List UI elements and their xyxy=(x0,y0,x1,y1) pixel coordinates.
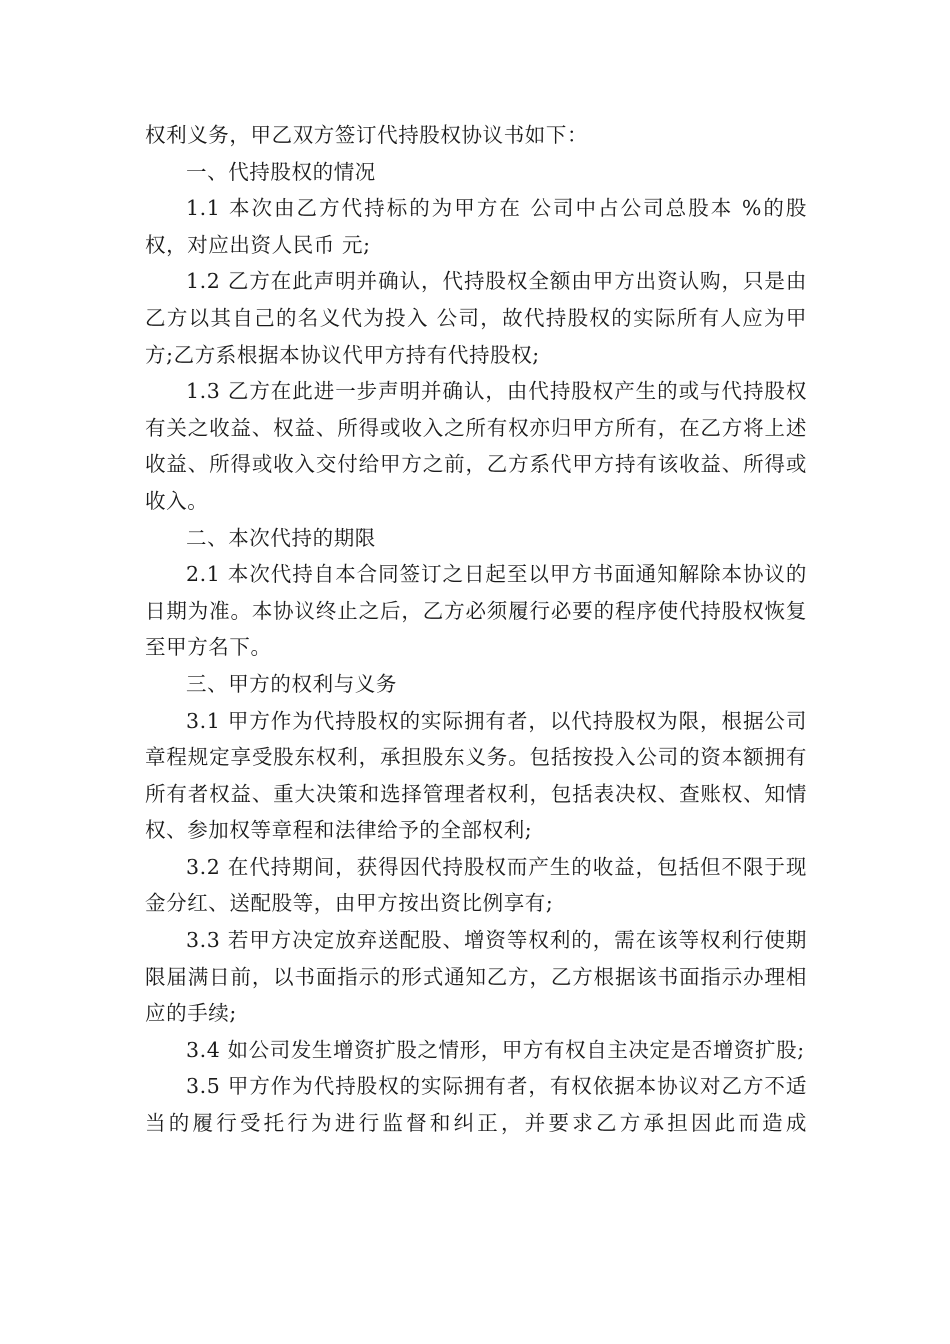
clause-3-3: 3.3 若甲方决定放弃送配股、增资等权利的，需在该等权利行使期限届满日前，以书面指示的形式通知乙方，乙方根据该书面指示办理相应的手续; xyxy=(145,928,807,1026)
clause-3-2: 3.2 在代持期间，获得因代持股权而产生的收益，包括但不限于现金分红、送配股等，由甲方按出资比例享有; xyxy=(145,854,807,916)
clause-1-1: 1.1 本次由乙方代持标的为甲方在 公司中占公司总股本 %的股权，对应出资人民币 元; xyxy=(145,196,807,257)
document-body xyxy=(145,117,807,1142)
section-heading-3: 三、甲方的权利与义务 xyxy=(186,671,397,696)
clause-3-4: 3.4 如公司发生增资扩股之情形，甲方有权自主决定是否增资扩股; xyxy=(186,1037,805,1062)
paragraph-intro: 权利义务，甲乙双方签订代持股权协议书如下： xyxy=(145,123,589,147)
clause-1-2: 1.2 乙方在此声明并确认，代持股权全额由甲方出资认购，只是由乙方以其自己的名义代为投入 公司，故代持股权的实际所有人应为甲方;乙方系根据本协议代甲方持有代持股权; xyxy=(145,269,807,367)
section-heading-1: 一、代持股权的情况 xyxy=(186,159,376,184)
clause-2-1: 2.1 本次代持自本合同签订之日起至以甲方书面通知解除本协议的日期为准。本协议终止之后，乙方必须履行必要的程序使代持股权恢复至甲方名下。 xyxy=(145,562,807,660)
clause-1-3: 1.3 乙方在此进一步声明并确认，由代持股权产生的或与代持股权有关之收益、权益、所得或收入之所有权亦归甲方所有，在乙方将上述收益、所得或收入交付给甲方之前，乙方系代甲方持有该收益、所得或收入。 xyxy=(145,379,807,513)
clause-3-1: 3.1 甲方作为代持股权的实际拥有者，以代持股权为限，根据公司章程规定享受股东权利，承担股东义务。包括按投入公司的资本额拥有所有者权益、重大决策和选择管理者权利，包括表决权、查账权、知情权、参加权等章程和法律给予的全部权利; xyxy=(145,708,807,843)
clause-3-5: 3.5 甲方作为代持股权的实际拥有者，有权依据本协议对乙方不适当的履行受托行为进行监督和纠正，并要求乙方承担因此而造成 xyxy=(145,1074,807,1136)
section-heading-2: 二、本次代持的期限 xyxy=(186,525,376,550)
